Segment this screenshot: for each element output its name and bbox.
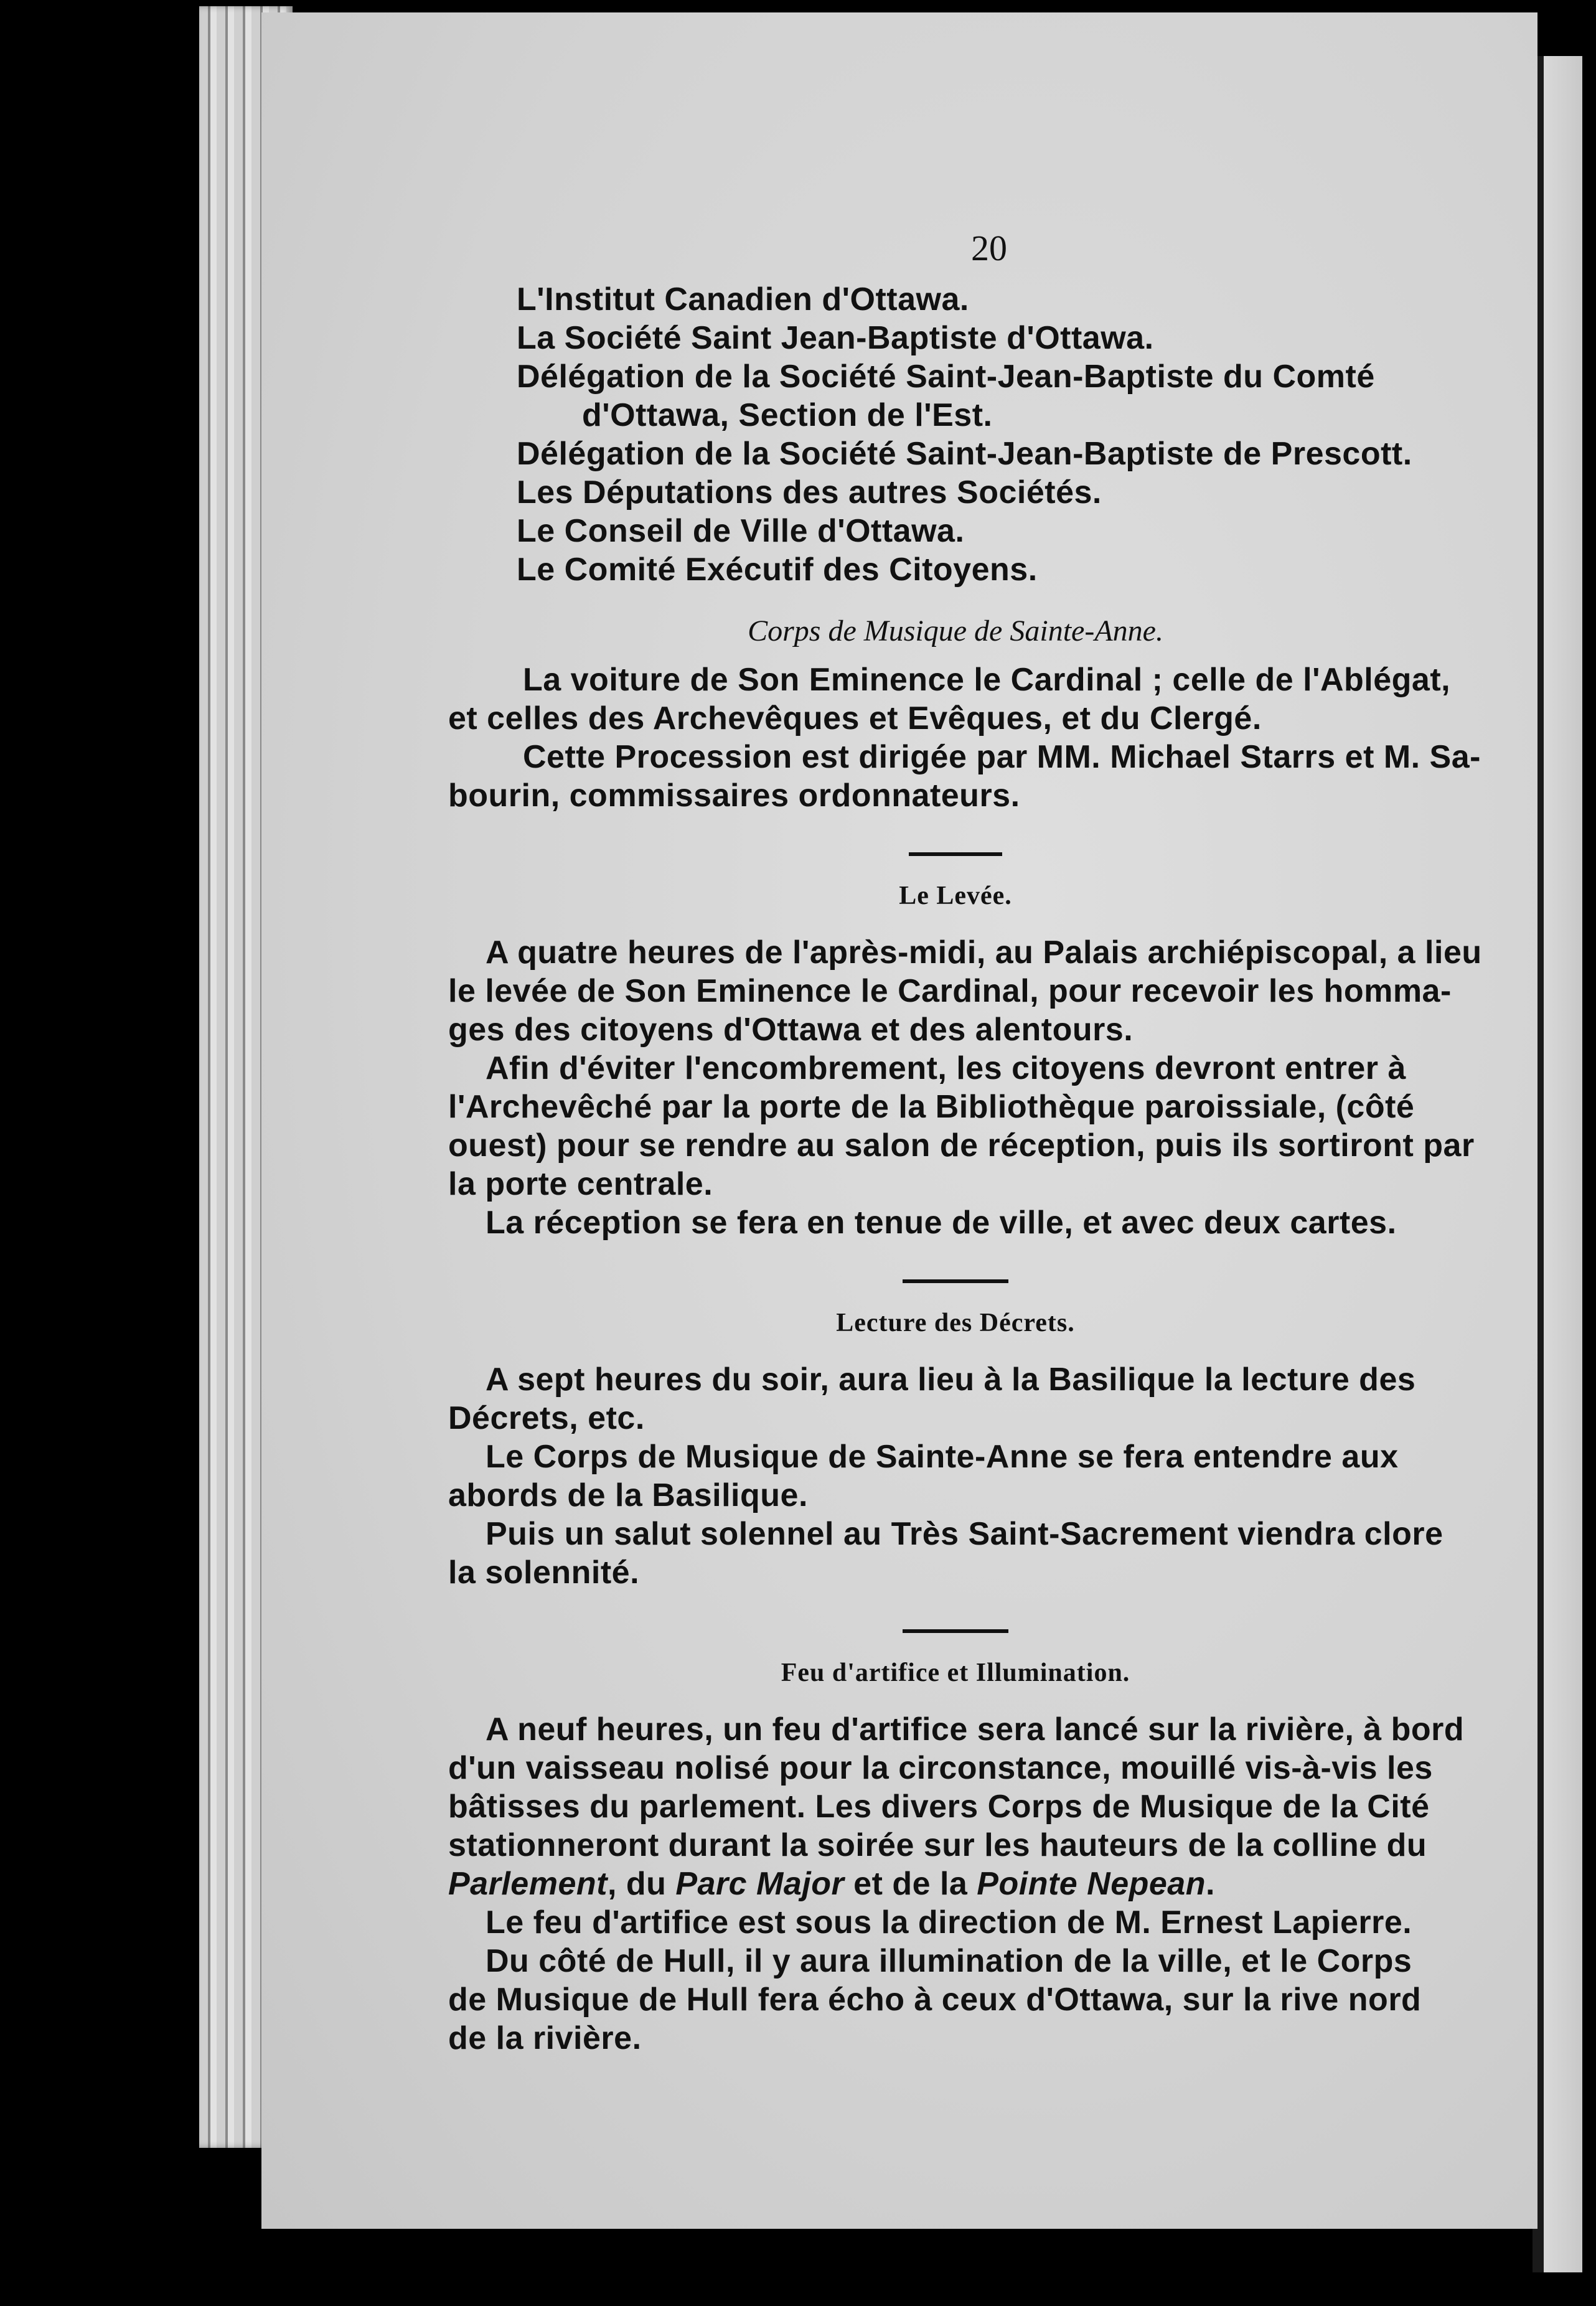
list-item: L'Institut Canadien d'Ottawa. bbox=[517, 281, 969, 318]
text-line: de la rivière. bbox=[448, 2020, 642, 2056]
text-line: ouest) pour se rendre au salon de réception, puis ils sortiront par bbox=[448, 1127, 1475, 1164]
text-line: la porte centrale. bbox=[448, 1166, 713, 1202]
corps-musique-heading: Corps de Musique de Sainte-Anne. bbox=[748, 614, 1163, 647]
feu-paragraph bbox=[448, 1710, 1463, 2058]
text-line: A quatre heures de l'après-midi, au Palais archiépiscopal, a lieu bbox=[486, 934, 1482, 971]
text-line bbox=[448, 1865, 1463, 1903]
text-line: La réception se fera en tenue de ville, et avec deux cartes. bbox=[486, 1205, 1397, 1241]
text-line: A sept heures du soir, aura lieu à la Basilique la lecture des bbox=[486, 1362, 1416, 1398]
list-item: d'Ottawa, Section de l'Est. bbox=[582, 397, 993, 433]
section-divider bbox=[903, 1279, 1008, 1283]
decrets-paragraph bbox=[448, 1360, 1463, 1592]
text-line: stationneront durant la soirée sur les hauteurs de la colline du bbox=[448, 1827, 1427, 1863]
list-item: La Société Saint Jean-Baptiste d'Ottawa. bbox=[517, 320, 1154, 356]
text-line: Afin d'éviter l'encombrement, les citoyens devront entrer à bbox=[486, 1050, 1406, 1086]
text-line: le levée de Son Eminence le Cardinal, pour recevoir les homma- bbox=[448, 973, 1452, 1009]
section-divider bbox=[909, 852, 1002, 856]
section-heading-feu: Feu d'artifice et Illumination. bbox=[781, 1659, 1130, 1687]
text-line: ges des citoyens d'Ottawa et des alentours. bbox=[448, 1012, 1134, 1048]
page-content bbox=[448, 280, 1482, 2058]
text-line: et celles des Archevêques et Evêques, et du Clergé. bbox=[448, 700, 1262, 737]
text-line: la solennité. bbox=[448, 1555, 640, 1591]
section-divider bbox=[903, 1629, 1008, 1633]
list-item: Délégation de la Société Saint-Jean-Baptiste du Comté bbox=[517, 359, 1375, 395]
text-line: Puis un salut solennel au Très Saint-Sacrement viendra clore bbox=[486, 1516, 1443, 1552]
list-item: Le Comité Exécutif des Citoyens. bbox=[517, 552, 1038, 588]
text-line: d'un vaisseau nolisé pour la circonstance, mouillé vis-à-vis les bbox=[448, 1750, 1433, 1786]
place-name: Parlement bbox=[448, 1866, 608, 1902]
text-line: Le feu d'artifice est sous la direction de M. Ernest Lapierre. bbox=[486, 1904, 1412, 1941]
text-line: de Musique de Hull fera écho à ceux d'Ottawa, sur la rive nord bbox=[448, 1982, 1422, 2018]
text-line: bâtisses du parlement. Les divers Corps de Musique de la Cité bbox=[448, 1789, 1430, 1825]
text-line: bourin, commissaires ordonnateurs. bbox=[448, 778, 1020, 814]
book-page bbox=[261, 12, 1537, 2229]
place-name: Pointe Nepean bbox=[977, 1866, 1206, 1902]
text-line: l'Archevêché par la porte de la Bibliothèque paroissiale, (côté bbox=[448, 1089, 1415, 1125]
text-line: La voiture de Son Eminence le Cardinal ; celle de l'Ablégat, bbox=[523, 662, 1451, 698]
section-heading-levee: Le Levée. bbox=[899, 882, 1012, 910]
text-line: Décrets, etc. bbox=[448, 1400, 645, 1436]
text-line: Du côté de Hull, il y aura illumination de la ville, et le Corps bbox=[486, 1943, 1412, 1979]
text-fragment: et de la bbox=[844, 1866, 977, 1902]
book-right-edge bbox=[1533, 56, 1582, 2272]
text-fragment: , du bbox=[607, 1866, 676, 1902]
list-item: Le Conseil de Ville d'Ottawa. bbox=[517, 513, 965, 549]
list-item: Délégation de la Société Saint-Jean-Baptiste de Prescott. bbox=[517, 436, 1412, 472]
text-line: abords de la Basilique. bbox=[448, 1477, 808, 1513]
section-heading-decrets: Lecture des Décrets. bbox=[836, 1309, 1075, 1337]
text-fragment: . bbox=[1205, 1866, 1215, 1902]
page-number: 20 bbox=[971, 228, 1007, 268]
procession-list bbox=[448, 280, 1463, 589]
procession-paragraph bbox=[448, 661, 1481, 815]
list-item: Les Députations des autres Sociétés. bbox=[517, 474, 1102, 511]
text-line: Le Corps de Musique de Sainte-Anne se fera entendre aux bbox=[486, 1439, 1399, 1475]
text-line: A neuf heures, un feu d'artifice sera lancé sur la rivière, à bord bbox=[486, 1711, 1465, 1748]
levee-paragraph bbox=[448, 933, 1482, 1242]
text-line: Cette Procession est dirigée par MM. Michael Starrs et M. Sa- bbox=[523, 739, 1481, 775]
place-name: Parc Major bbox=[675, 1866, 845, 1902]
